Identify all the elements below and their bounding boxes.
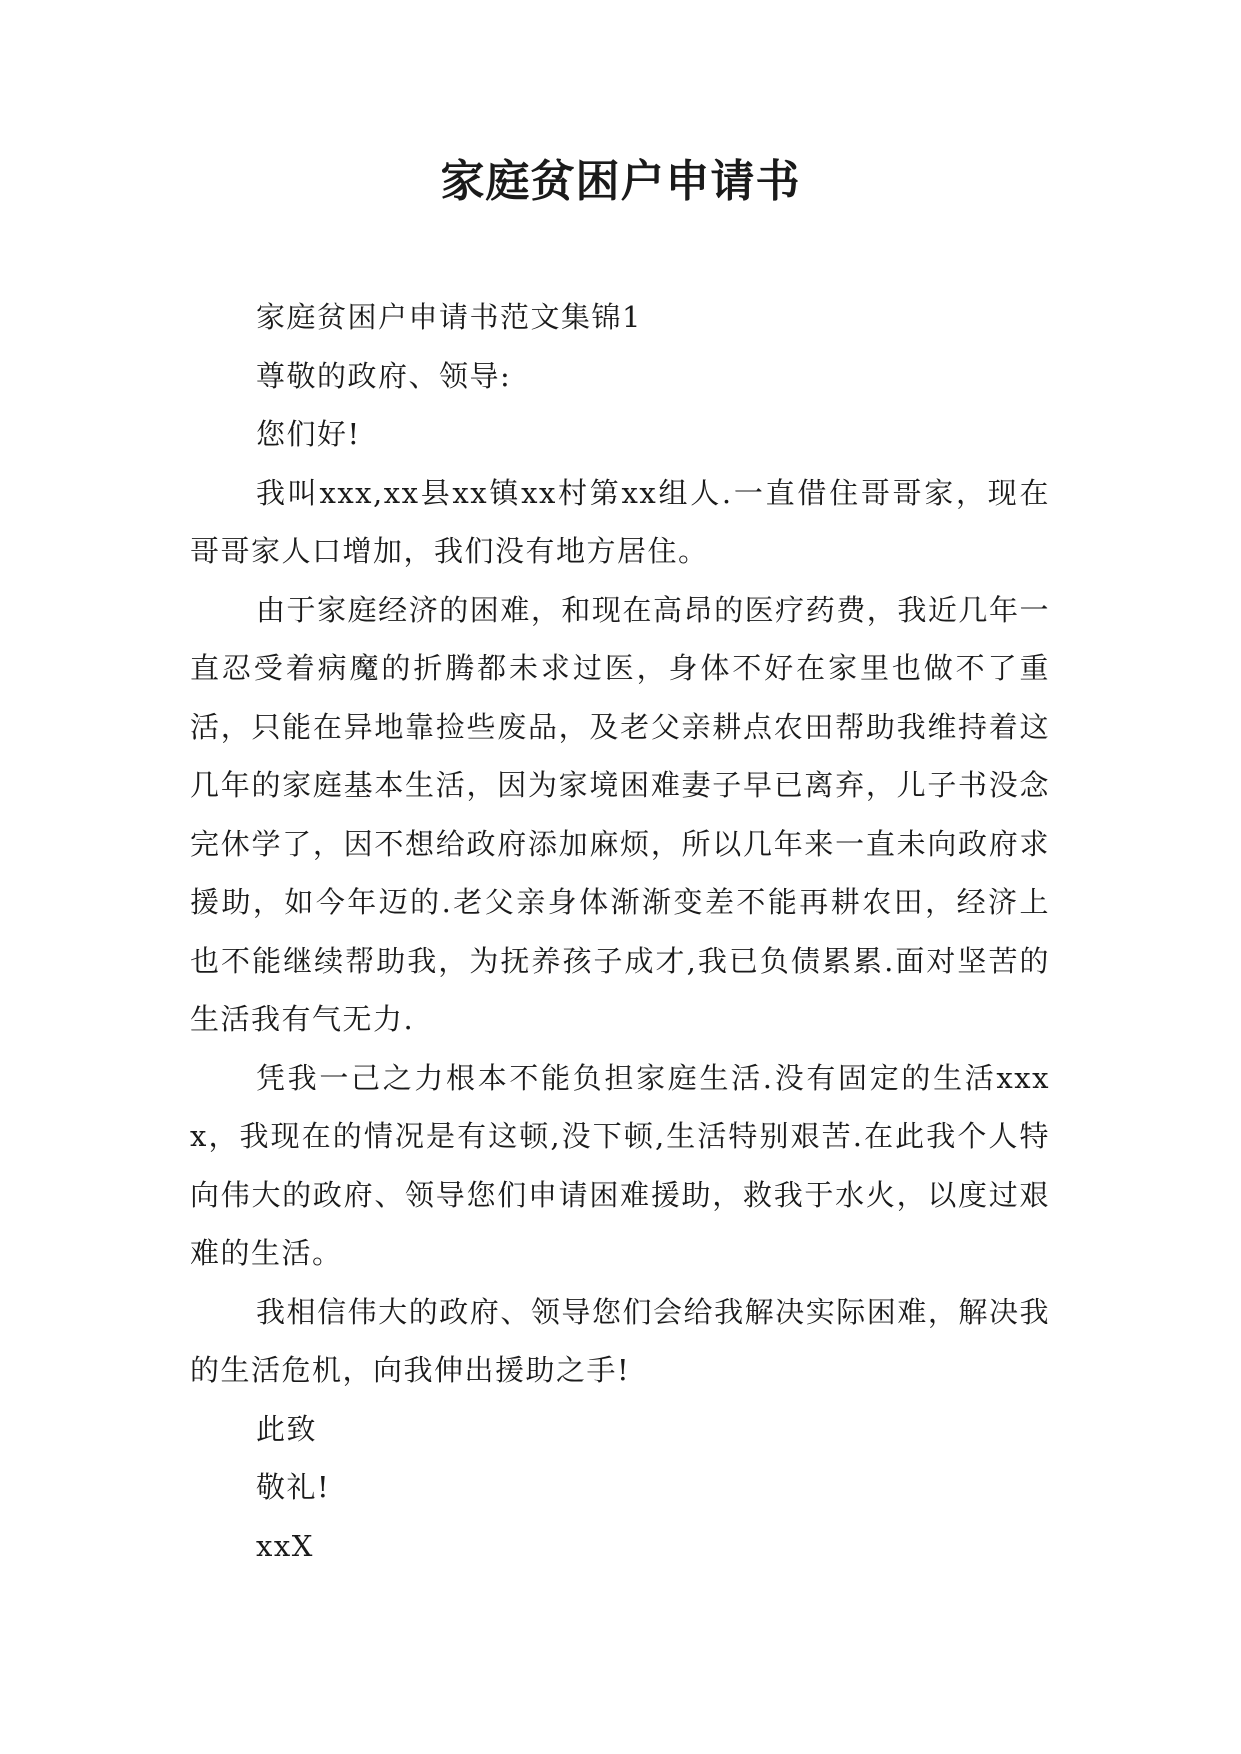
greeting: 您们好!	[256, 417, 361, 451]
document-title: 家庭贫困户申请书	[440, 156, 801, 207]
salutation: 尊敬的政府、领导:	[256, 358, 512, 393]
closing-regards: 敬礼!	[256, 1470, 331, 1504]
body-paragraph: 由于家庭经济的困难，和现在高昂的医疗药费，我近几年一直忍受着病魔的折腾都未求过医，身体不好在家里也做不了重活，只能在异地靠捡些废品，及老父亲耕点农田帮助我维持着这几年的家庭基本生活，因为家境困难妻子早已离弃，儿子书没念完休学了，因不想给政府添加麻烦，所以几年来一直未向政府求援助，如今年迈的.老父亲身体渐渐变差不能再耕农田，经济上也不能继续帮助我，为抚养孩子成才,我已负债累累.面对坚苦的生活我有气无力.	[190, 592, 1050, 1036]
closing-line: 此致	[256, 1411, 318, 1446]
heading-line: 家庭贫困户申请书范文集锦1	[256, 300, 642, 334]
body-paragraph: 我相信伟大的政府、领导您们会给我解决实际困难，解决我的生活危机，向我伸出援助之手!	[190, 1294, 1050, 1387]
document-body	[190, 288, 1050, 1575]
body-paragraph: 我叫xxx,xx县xx镇xx村第xx组人.一直借住哥哥家，现在哥哥家人口增加，我们没有地方居住。	[190, 475, 1050, 568]
signature: xxX	[256, 1528, 314, 1563]
body-paragraph: 凭我一己之力根本不能负担家庭生活.没有固定的生活xxxx，我现在的情况是有这顿,没下顿,生活特别艰苦.在此我个人特向伟大的政府、领导您们申请困难援助，救我于水火，以度过艰难的生活。	[190, 1060, 1050, 1270]
